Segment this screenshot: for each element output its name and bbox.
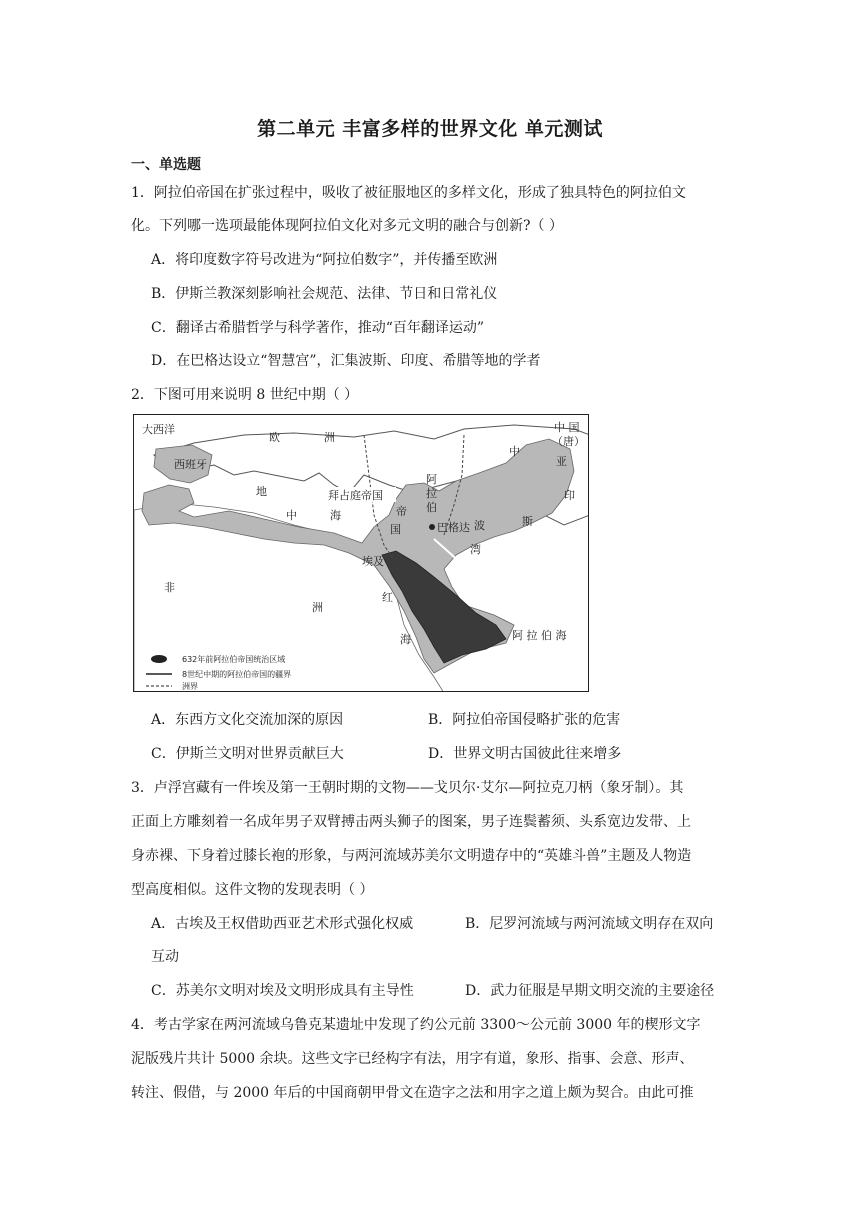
label-atlantic: 大西洋 [142,423,175,436]
page-title: 第二单元 丰富多样的世界文化 单元测试 [257,118,603,140]
label-arab-5: 国 [390,523,401,536]
question-3-option-d[interactable]: D．武力征服是早期文明交流的主要途径 [465,983,715,999]
question-4-line-2: 泥版残片共计 5000 余块。这些文字已经构字有法，用字有道，象形、指事、会意、形声、 [131,1051,694,1067]
question-3-option-a[interactable]: A．古埃及王权借助西亚艺术形式强化权威 [151,916,414,932]
label-europe-2: 洲 [324,431,335,444]
label-arabian-sea: 阿 拉 伯 海 [512,629,567,642]
question-2-option-a[interactable]: A．东西方文化交流加深的原因 [151,712,344,728]
label-spain: 西班牙 [174,458,207,471]
question-3-option-b-continued[interactable]: 互动 [151,949,179,965]
label-byzantine: 拜占庭帝国 [328,489,383,502]
legend-swatch-632 [151,655,167,663]
question-1-option-c[interactable]: C．翻译古希腊哲学与科学著作，推动“百年翻译运动” [151,320,485,336]
arab-empire-map [133,414,589,692]
label-africa-1: 非 [164,581,175,594]
map-figure [134,415,589,692]
label-baghdad: 巴格达 [437,521,470,534]
label-persia-2: 斯 [522,515,533,528]
label-europe-1: 欧 [269,431,280,444]
question-3-line-1: 3．卢浮宫藏有一件埃及第一王朝时期的文物——戈贝尔·艾尔—阿拉克刀柄（象牙制）。其 [131,780,684,796]
question-4-line-1: 4．考古学家在两河流域乌鲁克某遗址中发现了约公元前 3300～公元前 3000 年的楔形文字 [131,1017,701,1033]
question-3-option-b[interactable]: B．尼罗河流域与两河流域文明存在双向 [465,916,714,932]
baghdad-marker [429,524,435,530]
question-1-option-d[interactable]: D．在巴格达设立“智慧宫”，汇集波斯、印度、希腊等地的学者 [151,353,541,369]
question-4-line-3: 转注、假借，与 2000 年后的中国商朝甲骨文在造字之法和用字之道上颇为契合。由此可推 [131,1085,694,1101]
label-arab-1: 阿 [426,473,437,486]
legend-item-2: 8世纪中期的阿拉伯帝国的疆界 [182,670,292,679]
question-1-option-a[interactable]: A．将印度数字符号改进为“阿拉伯数字”，并传播至欧洲 [151,252,498,268]
label-med-2: 中 [286,509,297,522]
question-1-line-2: 化。下列哪一选项最能体现阿拉伯文化对多元文明的融合与创新?（ ） [131,218,563,234]
question-3-option-c[interactable]: C．苏美尔文明对埃及文明形成具有主导性 [151,983,414,999]
question-2-option-d[interactable]: D．世界文明古国彼此往来增多 [428,746,622,762]
label-med-3: 海 [330,509,341,522]
label-india: 印 [564,489,575,502]
label-persia-1: 波 [474,519,485,532]
label-egypt: 埃及 [362,555,384,568]
label-china-1: 中 国 [554,421,580,434]
question-2-option-b[interactable]: B．阿拉伯帝国侵略扩张的危害 [428,712,621,728]
label-asia-2: 亚 [556,455,567,468]
label-arab-4: 帝 [396,505,407,518]
legend-item-3: 洲界 [182,682,198,691]
question-2-option-c[interactable]: C．伊斯兰文明对世界贡献巨大 [151,746,344,762]
question-2-line-1: 2．下图可用来说明 8 世纪中期（ ） [131,387,359,403]
question-1-line-1: 1．阿拉伯帝国在扩张过程中，吸收了被征服地区的多样文化，形成了独具特色的阿拉伯文 [131,185,686,201]
question-3-line-3: 身赤裸、下身着过膝长袍的形象，与两河流域苏美尔文明遗存中的“英雄斗兽”主题及人物造 [131,848,692,864]
label-arab-2: 拉 [426,487,437,500]
label-med-1: 地 [256,485,267,498]
label-china-2: （唐） [552,435,585,448]
label-gulf: 湾 [470,543,481,556]
label-africa-2: 洲 [312,601,323,614]
question-3-line-2: 正面上方雕刻着一名成年男子双臂搏击两头狮子的图案，男子连鬓蓄须、头系宽边发带、上 [131,814,691,830]
label-redsea-2: 海 [400,633,411,646]
label-redsea-1: 红 [382,591,393,604]
question-1-option-b[interactable]: B．伊斯兰教深刻影响社会规范、法律、节日和日常礼仪 [151,286,498,302]
label-arab-3: 伯 [426,501,437,514]
question-3-line-4: 型高度相似。这件文物的发现表明（ ） [131,882,374,898]
label-asia-1: 中 [509,445,520,458]
section-heading: 一、单选题 [131,157,201,173]
legend-item-1: 632年前阿拉伯帝国统治区域 [182,655,286,664]
